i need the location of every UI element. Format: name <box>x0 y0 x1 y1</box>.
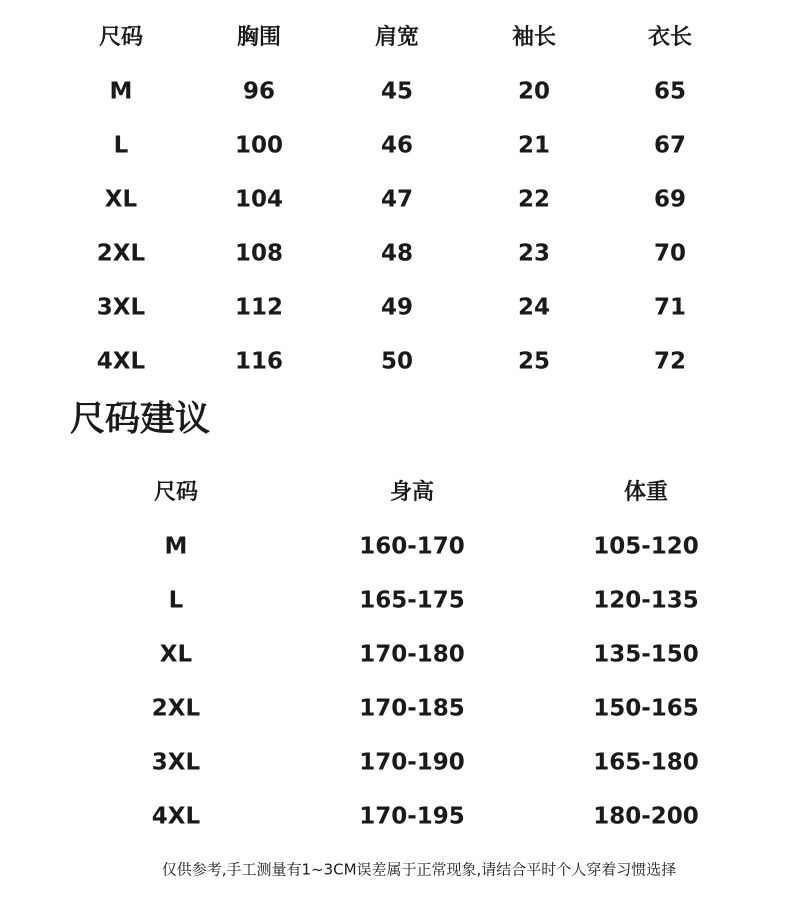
table-cell: 46 <box>380 132 414 159</box>
column-header: 衣长 <box>647 25 693 50</box>
column-header: 胸围 <box>236 25 282 50</box>
table-cell: 108 <box>234 240 284 267</box>
table-cell: 170-190 <box>359 749 465 776</box>
table-cell: 49 <box>380 294 414 321</box>
table-cell: 67 <box>653 132 687 159</box>
table-cell: 21 <box>517 132 551 159</box>
table-cell: 170-185 <box>359 695 465 722</box>
column-header: 尺码 <box>98 25 144 50</box>
table-cell: 4XL <box>96 348 146 375</box>
table-cell: 160-170 <box>359 533 465 560</box>
table-cell: L <box>168 587 184 614</box>
column-header: 体重 <box>623 480 669 505</box>
table-cell: 22 <box>517 186 551 213</box>
column-header: 身高 <box>389 480 435 505</box>
table-cell: 69 <box>653 186 687 213</box>
table-cell: 23 <box>517 240 551 267</box>
table-cell: 48 <box>380 240 414 267</box>
table-cell: 71 <box>653 294 687 321</box>
table-cell: 104 <box>234 186 284 213</box>
table-cell: 3XL <box>96 294 146 321</box>
table-cell: L <box>113 132 129 159</box>
table-cell: 45 <box>380 78 414 105</box>
table-cell: 120-135 <box>593 587 699 614</box>
table-cell: 170-195 <box>359 803 465 830</box>
table-cell: 70 <box>653 240 687 267</box>
table-cell: 2XL <box>151 695 201 722</box>
table-cell: 112 <box>234 294 284 321</box>
section-title: 尺码建议 <box>70 399 211 440</box>
footnote: 仅供参考,手工测量有1~3CM误差属于正常现象,请结合平时个人穿着习惯选择 <box>161 860 677 879</box>
table-cell: 47 <box>380 186 414 213</box>
table-cell: 150-165 <box>593 695 699 722</box>
table-cell: M <box>164 533 188 560</box>
table-cell: 105-120 <box>593 533 699 560</box>
table-cell: 25 <box>517 348 551 375</box>
table-cell: 72 <box>653 348 687 375</box>
table-cell: 3XL <box>151 749 201 776</box>
table-cell: 180-200 <box>593 803 699 830</box>
table-cell: 100 <box>234 132 284 159</box>
table-cell: 165-180 <box>593 749 699 776</box>
table-cell: 165-175 <box>359 587 465 614</box>
table-cell: 24 <box>517 294 551 321</box>
column-header: 尺码 <box>153 480 199 505</box>
table-cell: XL <box>104 186 138 213</box>
table-cell: M <box>109 78 133 105</box>
table-cell: 96 <box>242 78 276 105</box>
table-cell: 20 <box>517 78 551 105</box>
table-cell: 65 <box>653 78 687 105</box>
table-cell: XL <box>159 641 193 668</box>
table-cell: 135-150 <box>593 641 699 668</box>
table-cell: 50 <box>380 348 414 375</box>
column-header: 肩宽 <box>374 25 420 50</box>
column-header: 袖长 <box>511 25 557 50</box>
table-cell: 170-180 <box>359 641 465 668</box>
table-cell: 4XL <box>151 803 201 830</box>
table-cell: 2XL <box>96 240 146 267</box>
table-cell: 116 <box>234 348 284 375</box>
